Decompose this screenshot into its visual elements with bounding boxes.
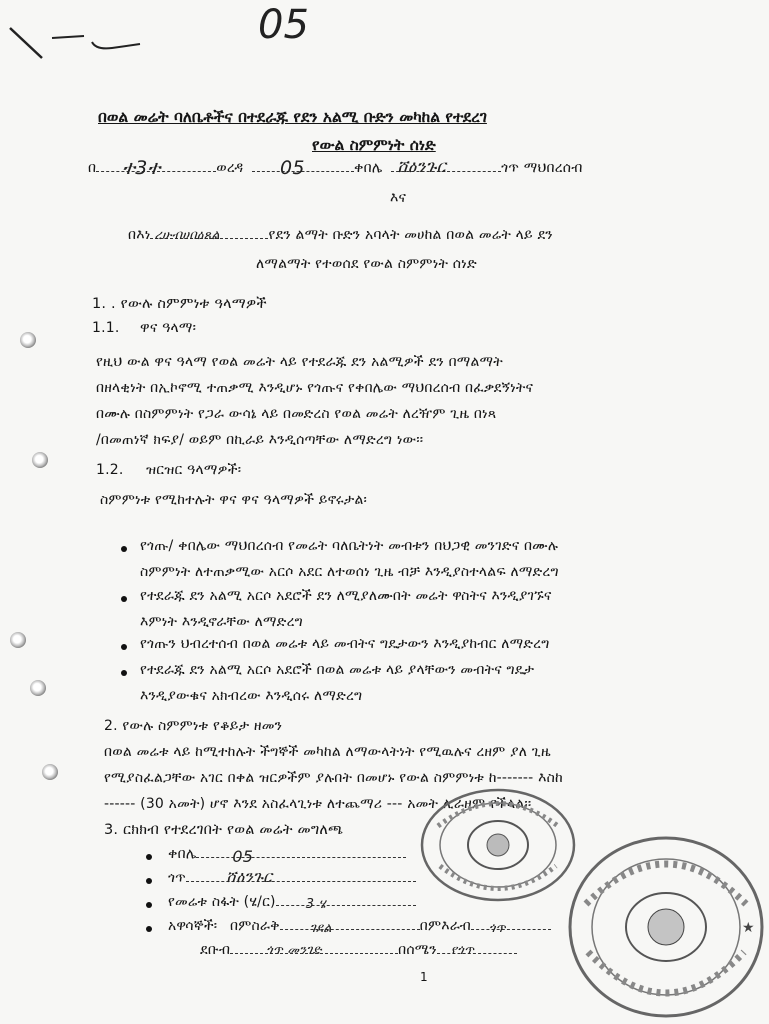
bullet-2-line1: የተደራጁ ደን አልሚ አርሶ አደሮች ደን ለሚያለሙበት መሬት ዋስትና እንዲያገኙና (140, 588, 552, 604)
section1-2-intro: ስምምነቱ የሚከተሉት ዋና ዋና ዓላማዎች ይኖሩታል፡ (100, 492, 368, 508)
group-line-1 (128, 227, 553, 243)
bullet-dot (146, 854, 152, 860)
official-seal-stamp (418, 786, 578, 904)
section2-para-line2: የሚያስፈልጋቸው አገር በቀል ዝርዎችም ያሉበት በመሆኑ የውል ስምምነቱ ከ------- እስከ (104, 770, 563, 786)
got-value: ሸዕንጉር (397, 157, 447, 177)
group-line1-text: የደን ልማት ቡድን አባላት መሀከል በወል መሬት ላይ ደን (268, 227, 553, 243)
land-south-row (200, 942, 517, 958)
bullet-dot (146, 926, 152, 932)
kebele-label: ቀበሌ (354, 160, 383, 176)
bullet-1-line2: ስምምነት ለተጠቃሚው አርሶ አደር ለተወሰነ ጊዜ ብቻ እንዲያስተላልፍ ለማድረግ (140, 564, 559, 580)
document-title-line2: የውል ስምምነት ሰነድ (312, 136, 436, 154)
woreda-label: ወረዳ (216, 160, 244, 176)
neighbors-label: አዋሳኞች፡ (168, 918, 218, 934)
section1-para-line4: /በመጠነኛ ክፍያ/ ወይም በኪራይ እንዲሰጣቸው ለማድረግ ነው፡፡ (96, 432, 424, 448)
pen-scribble (0, 0, 150, 70)
bullet-4-line2: እንዲያውቁና አክብረው እንዲሰሩ ለማድረግ (140, 688, 363, 704)
section1-2-title: ዝርዝር ዓላማዎች፡ (146, 462, 242, 478)
section1-para-line3: በሙሉ በስምምነት የጋራ ውሳኔ ላይ በመድረስ የወል መሬት ለረዥም ጊዜ በነጻ (96, 406, 497, 422)
punch-hole (30, 680, 46, 696)
section1-1-title: ዋና ዓላማ፡ (140, 320, 197, 336)
group-prefix: በእነ (128, 227, 151, 243)
land-area-value: 3 ሄ (305, 897, 326, 912)
land-kebele-row (168, 846, 406, 866)
bullet-dot (146, 902, 152, 908)
kebele-value: 05 (280, 157, 305, 179)
group-name-value: ረሁብሀበዕጸል (154, 228, 220, 243)
west-label: በምእራብ (419, 918, 471, 934)
woreda-value: ተ3ተ (122, 157, 161, 179)
group-line-2: ለማልማት የተወሰደ የውል ስምምነት ሰነድ (256, 256, 477, 272)
land-got-label: ጎጥ (168, 870, 187, 886)
land-kebele-value: 05 (232, 847, 254, 866)
bullet-dot (121, 596, 127, 602)
bullet-3-line1: የጎጡን ህብረተሰብ በወል መሬቱ ላይ መብትና ግዴታውን እንዲያከብር ለማድረግ (140, 636, 550, 652)
location-prefix: በ (88, 160, 97, 176)
official-seal-stamp (566, 834, 766, 1020)
bullet-dot (121, 546, 127, 552)
land-got-row (168, 867, 416, 886)
land-got-value: ሸዕንጉር (226, 867, 273, 886)
section3-heading: 3. ርክክብ የተደረገበት የወል መሬት መግለጫ (104, 822, 344, 838)
punch-hole (42, 764, 58, 780)
bullet-dot (121, 644, 127, 650)
got-label: ጎጥ ማህበረሰብ (501, 160, 583, 176)
punch-hole (10, 632, 26, 648)
east-label: በምስራቅ (229, 918, 280, 934)
land-area-label: የመሬቱ ስፋት (ሄ/ር) (168, 894, 276, 910)
section1-heading: 1. . የውሉ ስምምነቱ ዓላማዎች (92, 296, 267, 312)
bullet-dot (146, 878, 152, 884)
land-kebele-label: ቀበሌ (168, 846, 197, 862)
north-value: የጎጥ (450, 943, 475, 958)
and-connector: እና (390, 190, 407, 206)
north-label: በሰሜን (398, 942, 437, 958)
svg-text:★: ★ (742, 920, 755, 936)
land-east-row (168, 918, 551, 934)
bullet-4-line1: የተደራጁ ደን አልሚ አርሶ አደሮች በወል መሬቱ ላይ ያላቸውን መብትና ግዴታ (140, 662, 535, 678)
section1-1-label: 1.1. (92, 320, 120, 336)
location-line (88, 157, 583, 179)
bullet-2-line2: እምነት እንዲኖራቸው ለማድረግ (140, 614, 303, 630)
handwritten-page-number: 05 (258, 2, 309, 48)
bullet-dot (121, 670, 127, 676)
page-number: 1 (420, 970, 428, 984)
section2-para-line3: ------ (30 አመት) ሆኖ እንደ አስፈላጊነቱ ለተጨማሪ --- አመት ሊራዘም የችላል፡፡ (104, 796, 532, 812)
document-title-line1: በወል መሬት ባለቤቶችና በተደራጁ የደን አልሚ ቡድን መካከል የተደረገ (98, 108, 487, 126)
south-label: ደቡብ (200, 942, 231, 958)
section2-heading: 2. የውሉ ስምምነቱ የቆይታ ዘመን (104, 718, 283, 734)
bullet-1-line1: የጎጡ/ ቀበሌው ማህበረሰብ የመሬት ባለቤትነት መብቱን በህጋዊ መንገድና በሙሉ (140, 538, 559, 554)
section2-para-line1: በወል መሬቱ ላይ ከሚተከሉት ችግኞች መካከል ለማውላትነት የሚዉሉና ረዘም ያለ ጊዜ (104, 744, 551, 760)
section1-para-line2: በዘላቂነት በኢኮኖሚ ተጠቃሚ እንዲሆኑ የጎጡና የቀበሌው ማህበረሰብ በፈቃደኝነትና (96, 380, 534, 396)
section1-2-label: 1.2. (96, 462, 124, 478)
land-area-row (168, 894, 416, 910)
punch-hole (20, 332, 36, 348)
south-value: ጎጥ መንገድ (266, 943, 322, 958)
section1-para-line1: የዚህ ውል ዋና ዓላማ የወል መሬት ላይ የተደራጁ ደን አልሚዎች ደን በማልማት (96, 354, 503, 370)
west-value: ጎጥ (488, 921, 506, 936)
east-value: ገደል (309, 921, 332, 936)
punch-hole (32, 452, 48, 468)
